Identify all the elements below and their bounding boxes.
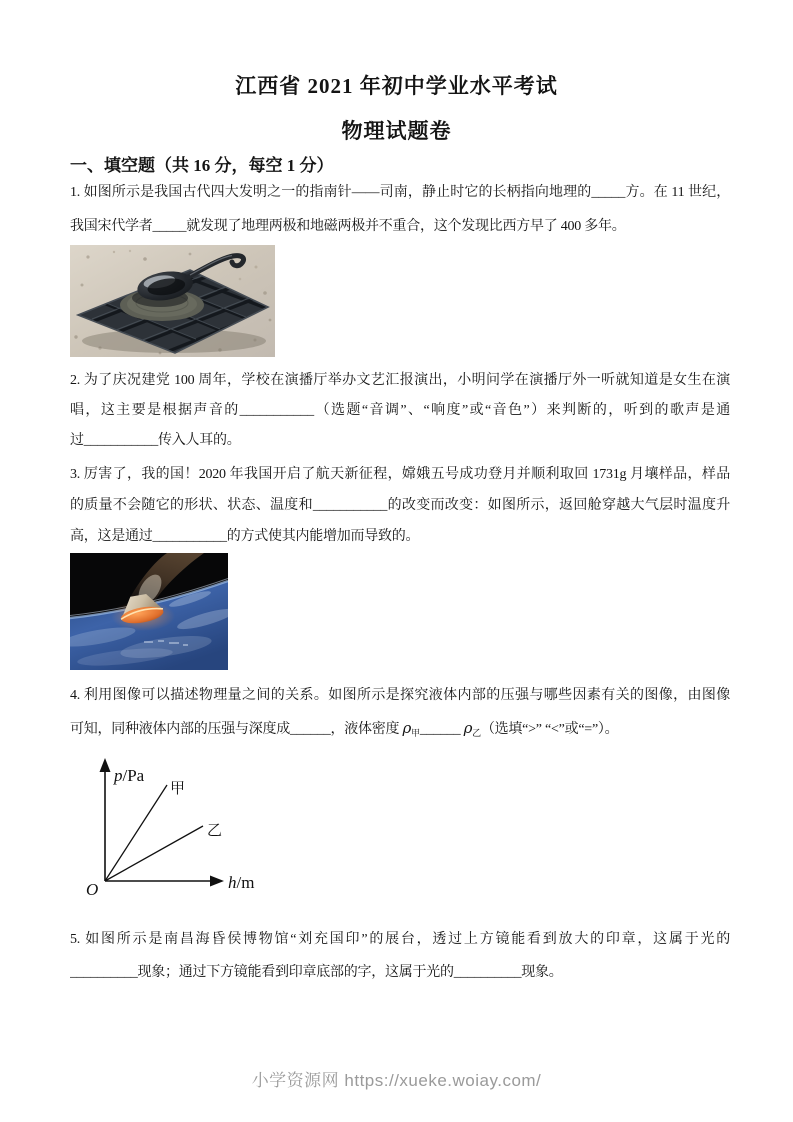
origin-label: O [86, 880, 99, 899]
paper-subtitle: 物理试题卷 [341, 119, 452, 143]
question-3-line-3: 高，这是通过___________的方式使其内能增加而导致的。 [70, 529, 420, 544]
question-1-line-1: 1. 如图所示是我国古代四大发明之一的指南针——司南，静止时它的长柄指向地理的_____方。在 11 世纪， [70, 185, 730, 200]
reentry-capsule-photo [70, 553, 228, 670]
question-4-line-1: 4. 利用图像可以描述物理量之间的关系。如图所示是探究液体内部的压强与哪些因素有关的图像，由图像 [70, 688, 730, 703]
x-axis-arrow [210, 876, 224, 887]
watermark-footer: 小学资源网 https://xueke.woiay.com/ [251, 1071, 542, 1090]
question-3-line-1: 3. 厉害了，我的国！2020 年我国开启了航天新征程，嫦娥五号成功登月并顺利取回 1731g 月壤样品，样品 [70, 467, 730, 482]
rho-symbol-jia: ρ [402, 719, 412, 737]
question-2-line-1: 2. 为了庆况建党 100 周年，学校在演播厅举办文艺汇报演出，小明问学在演播厅外一听就知道是女生在演 [70, 373, 730, 388]
q4-text-pre: 可知，同种液体内部的压强与深度成______，液体密度 [70, 722, 403, 737]
q4-blank: ______ [419, 722, 464, 737]
x-axis-label: h/m [228, 873, 255, 892]
series-label-jia: 甲 [170, 781, 186, 797]
question-2 [70, 366, 730, 456]
y-axis-arrow [100, 758, 111, 772]
line-jia [105, 785, 167, 881]
y-axis-label: p/Pa [114, 766, 145, 785]
q4-text-post: （选填“>” “<”或“=”）。 [480, 722, 619, 737]
question-1 [70, 176, 730, 244]
exam-title: 江西省 2021 年初中学业水平考试 [235, 74, 558, 98]
question-5 [70, 923, 730, 989]
section-header-fill-in-blanks: 一、填空题（共 16 分，每空 1 分） [70, 156, 334, 175]
rho-subscript-yi: 乙 [472, 728, 481, 738]
question-5-line-2: __________现象；通过下方镜能看到印章底部的字，这属于光的__________现象。 [70, 965, 563, 980]
pressure-depth-graph [72, 754, 292, 906]
question-2-line-2: 唱，这主要是根据声音的___________（选题“音调”、“响度”或“音色”）来判断的，听到的歌声是通 [70, 403, 730, 418]
question-3-line-2: 的质量不会随它的形状、状态、温度和___________的改变而改变：如图所示，返回舱穿越大气层时温度升 [70, 498, 730, 513]
question-2-line-3: 过___________传入人耳的。 [70, 433, 241, 448]
sinan-compass-photo [70, 245, 275, 357]
question-4-line-2 [70, 712, 730, 750]
question-4 [70, 679, 730, 750]
question-3 [70, 459, 730, 552]
question-1-line-2: 我国宋代学者_____就发现了地理两极和地磁两极并不重合，这个发现比西方早了 400 多年。 [70, 219, 626, 234]
rho-subscript-jia: 甲 [411, 728, 420, 738]
axes [105, 770, 212, 881]
series-label-yi: 乙 [207, 823, 223, 839]
question-5-line-1: 5. 如图所示是南昌海昏侯博物馆“刘充国印”的展台，透过上方镜能看到放大的印章，这属于光的 [70, 932, 730, 947]
rho-symbol-yi: ρ [463, 719, 473, 737]
line-yi [105, 826, 203, 881]
